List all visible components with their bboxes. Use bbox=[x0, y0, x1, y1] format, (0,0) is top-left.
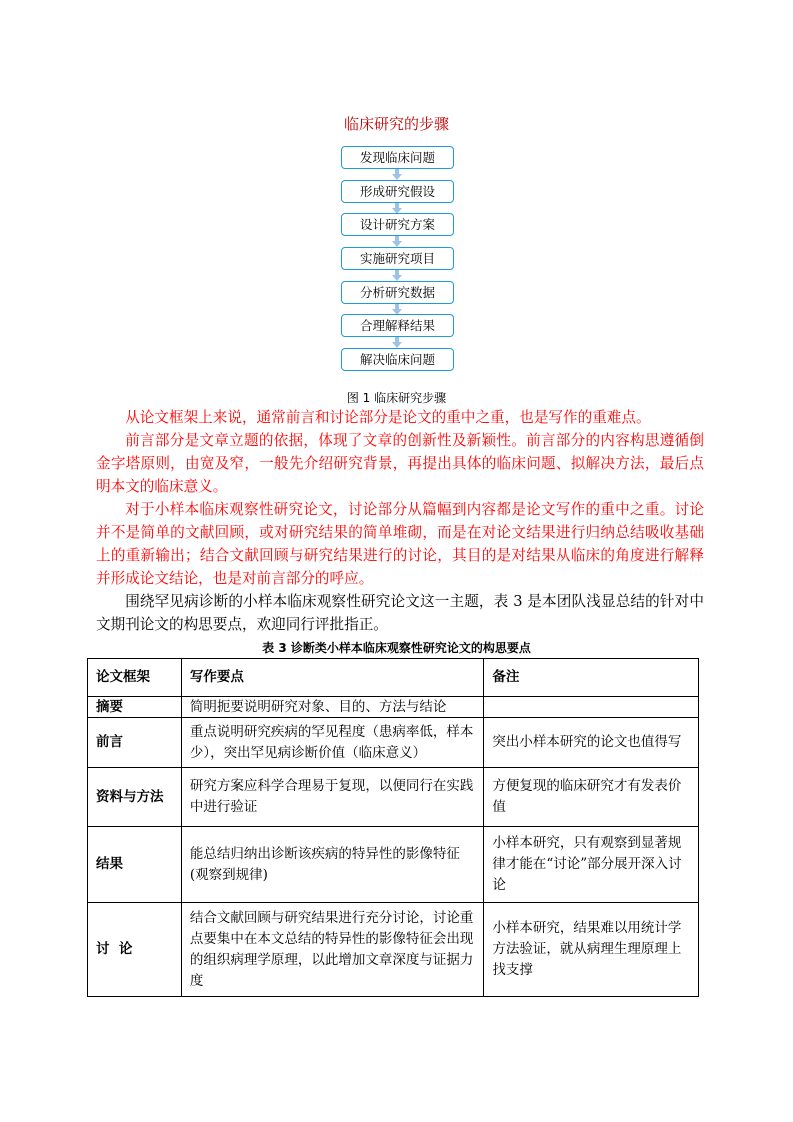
arrow-down-icon bbox=[392, 270, 402, 281]
cell: 方便复现的临床研究才有发表价值 bbox=[484, 768, 699, 827]
cell: 小样本研究，结果难以用统计学方法验证，就从病理生理原理上找支撑 bbox=[484, 903, 699, 997]
summary-table bbox=[87, 658, 699, 997]
figure-title: 临床研究的步骤 bbox=[343, 115, 449, 133]
paragraph: 前言部分是文章立题的依据，体现了文章的创新性及新颖性。前言部分的内容构思遵循倒金字塔原则，由宽及窄，一般先介绍研究背景，再提出具体的临床问题、拟解决方法，最后点明本文的临床意义。 bbox=[96, 432, 704, 495]
header-cell: 备注 bbox=[484, 659, 699, 697]
figure-caption: 图 1 临床研究步骤 bbox=[346, 391, 447, 405]
cell: 讨 论 bbox=[88, 903, 182, 997]
table-row bbox=[88, 768, 699, 827]
cell: 小样本研究，只有观察到显著规律才能在“讨论”部分展开深入讨论 bbox=[484, 827, 699, 903]
header-cell: 写作要点 bbox=[181, 659, 483, 697]
flow-step: 实施研究项目 bbox=[341, 247, 454, 270]
flow-step: 发现临床问题 bbox=[341, 146, 454, 169]
arrow-down-icon bbox=[392, 337, 402, 348]
flow-step: 分析研究数据 bbox=[341, 281, 454, 304]
table-row bbox=[88, 827, 699, 903]
cell: 研究方案应科学合理易于复现，以便同行在实践中进行验证 bbox=[181, 768, 483, 827]
cell: 简明扼要说明研究对象、目的、方法与结论 bbox=[181, 697, 483, 718]
cell: 摘要 bbox=[88, 697, 182, 718]
flow-step: 合理解释结果 bbox=[341, 314, 454, 337]
cell: 能总结归纳出诊断该疾病的特异性的影像特征(观察到规律) bbox=[181, 827, 483, 903]
paragraph: 围绕罕见病诊断的小样本临床观察性研究论文这一主题，表 3 是本团队浅显总结的针对中文期刊论文的构思要点，欢迎同行评批指正。 bbox=[96, 593, 704, 633]
paragraph: 对于小样本临床观察性研究论文，讨论部分从篇幅到内容都是论文写作的重中之重。讨论并不是简单的文献回顾，或对研究结果的简单堆砌，而是在对论文结果进行归纳总结吸收基础上的重新输出；结合文献回顾与研究结果进行的讨论，其目的是对结果从临床的角度进行解释并形成论文结论，也是对前言部分的呼应。 bbox=[96, 501, 704, 587]
cell bbox=[484, 697, 699, 718]
arrow-down-icon bbox=[392, 169, 402, 180]
cell: 结合文献回顾与研究结果进行充分讨论，讨论重点要集中在本文总结的特异性的影像特征会出现的组织病理学原理，以此增加文章深度与证据力度 bbox=[181, 903, 483, 997]
flow-step: 形成研究假设 bbox=[341, 180, 454, 203]
table-header-row bbox=[88, 659, 699, 697]
cell: 资料与方法 bbox=[88, 768, 182, 827]
table-row bbox=[88, 718, 699, 768]
paragraph: 从论文框架上来说，通常前言和讨论部分是论文的重中之重，也是写作的重难点。 bbox=[125, 409, 651, 426]
header-cell: 论文框架 bbox=[88, 659, 182, 697]
table-caption: 表 3 诊断类小样本临床观察性研究论文的构思要点 bbox=[262, 641, 531, 655]
cell: 前言 bbox=[88, 718, 182, 768]
cell: 结果 bbox=[88, 827, 182, 903]
flow-step: 解决临床问题 bbox=[341, 348, 454, 371]
body-text bbox=[96, 406, 704, 636]
table-row bbox=[88, 903, 699, 997]
arrow-down-icon bbox=[392, 236, 402, 247]
cell: 重点说明研究疾病的罕见程度（患病率低，样本少），突出罕见病诊断价值（临床意义） bbox=[181, 718, 483, 768]
flow-step: 设计研究方案 bbox=[341, 213, 454, 236]
cell: 突出小样本研究的论文也值得写 bbox=[484, 718, 699, 768]
table-row bbox=[88, 697, 699, 718]
